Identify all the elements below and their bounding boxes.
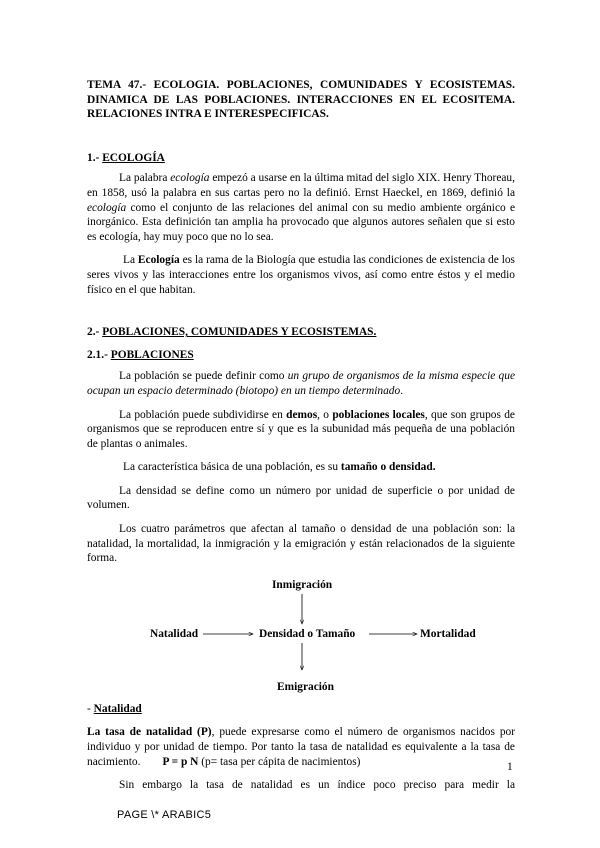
section-2-1-title: POBLACIONES: [110, 348, 194, 361]
section-2-1-number: 2.1.-: [87, 348, 108, 361]
section-2-1-heading: [87, 348, 515, 363]
demos-paragraph: La población puede subdividirse en demos, o poblaciones locales, que son grupos de organismos que se reproducen entre sí y que es la subunidad más pequeña de una población de plantas o animales.: [87, 408, 515, 450]
section-1-title: ECOLOGÍA: [102, 151, 165, 164]
natalidad-heading-title: Natalidad: [93, 702, 142, 715]
tasa-natalidad-term: La tasa de natalidad (P): [87, 726, 212, 739]
formula: P = p N: [162, 755, 199, 768]
demos-term: demos: [286, 408, 318, 421]
parametros-paragraph: Los cuatro parámetros que afectan al tamaño o densidad de una población son: la natalidad, la mortalidad, la inmigración y la emigración y están relacionados de la siguiente forma.: [87, 523, 515, 565]
section-1-number: 1.-: [87, 151, 100, 164]
page-number: 1: [507, 761, 513, 773]
tasa-natalidad-paragraph: La tasa de natalidad (P), puede expresarse como el número de organismos nacidos por individuo y por unidad de tiempo. Por tanto la tasa de natalidad es equivalente a la tasa de nacimiento. P = p N (p= tasa per cápita de nacimientos): [87, 726, 516, 768]
inmigracion-label: Inmigración: [272, 578, 333, 591]
population-diagram: [87, 570, 515, 676]
emigracion-label: Emigración: [277, 680, 334, 693]
ecologia-paragraph-1: La palabra ecología empezó a usarse en la última mitad del siglo XIX. Henry Thoreau, en 1858, usó la palabra en sus cartas pero no la definió. Ernst Haeckel, en 1869, definió la ecología como el conjunto de las relaciones del animal con su medio ambiente orgánico e inorgánico. Esta definición tan amplia ha provocado que algunos autores señalen que si esto es ecología, hay muy poco que no lo sea.: [87, 172, 515, 243]
ecologia-paragraph-2: La Ecología es la rama de la Biología que estudia las condiciones de existencia de los seres vivos y las interacciones entre los organismos vivos, así como entre éstos y el medio físico en el que habitan.: [87, 254, 515, 296]
section-2-heading: [87, 325, 515, 340]
natalidad-heading: [87, 702, 515, 717]
densidad-paragraph: La densidad se define como un número por unidad de superficie o por unidad de volumen.: [87, 484, 515, 512]
natalidad-label: Natalidad: [150, 627, 199, 640]
poblacion-definition: La población se puede definir como un grupo de organismos de la misma especie que ocupan un espacio determinado (biotopo) en un tiempo determinado.: [87, 370, 515, 397]
ecologia-bold-term: Ecología: [137, 254, 180, 267]
emigracion-row: [87, 680, 515, 696]
page-footer-field: PAGE \* ARABIC5: [117, 809, 212, 821]
tamano-densidad-term: tamaño o densidad.: [340, 461, 436, 474]
caracteristica-paragraph: La característica básica de una población, es su tamaño o densidad.: [123, 461, 436, 474]
document-title: TEMA 47.- ECOLOGIA. POBLACIONES, COMUNIDADES Y ECOSISTEMAS. DINAMICA DE LAS POBLACIONES. INTERACCIONES EN EL ECOSITEMA. RELACIONES INTRA E INTERESPECIFICAS.: [87, 79, 515, 121]
sin-embargo-paragraph: Sin embargo la tasa de natalidad es un índice poco preciso para medir la: [119, 779, 515, 792]
section-1-heading: [87, 151, 515, 166]
poblaciones-locales-term: poblaciones locales: [332, 408, 425, 421]
section-2-number: 2.-: [87, 326, 100, 339]
densidad-label: Densidad o Tamaño: [259, 627, 356, 640]
section-2-title: POBLACIONES, COMUNIDADES Y ECOSISTEMAS.: [102, 326, 377, 339]
document-page: [87, 78, 515, 802]
ecologia-term: ecología: [87, 201, 127, 214]
ecologia-term: ecología: [170, 172, 210, 185]
mortalidad-label: Mortalidad: [420, 627, 476, 640]
poblacion-definition-italic: un grupo de organismos de la misma especie que ocupan un espacio determinado (biotopo) en un tiempo determinado: [87, 370, 515, 397]
natalidad-heading-prefix: -: [87, 702, 94, 715]
